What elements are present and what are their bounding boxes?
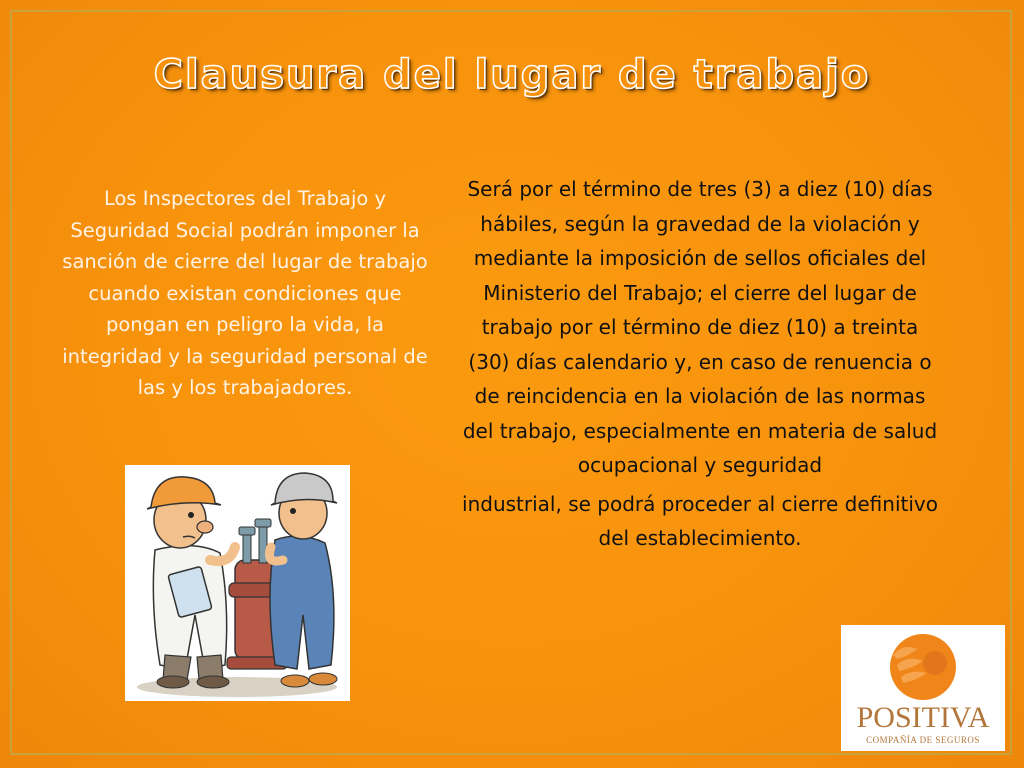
- workers-illustration: [125, 465, 350, 701]
- right-text-block: [460, 172, 940, 556]
- logo-wordmark: POSITIVA: [856, 701, 990, 734]
- positiva-logo: [841, 625, 1005, 751]
- slide-title: Clausura del lugar de trabajo: [153, 52, 871, 98]
- sun-logo-icon: [841, 625, 1005, 705]
- right-text-paragraph-2: industrial, se podrá proceder al cierre definitivo del establecimiento.: [462, 491, 938, 550]
- logo-subtitle: COMPAÑÍA DE SEGUROS: [866, 735, 980, 745]
- left-text-block: Los Inspectores del Trabajo y Seguridad Social podrán imponer la sanción de cierre del lugar de trabajo cuando existan condiciones que pongan en peligro la vida, la integridad y la seguridad personal de las y los trabajadores.: [62, 187, 428, 399]
- inspector-workers-icon: [125, 465, 350, 701]
- right-text-paragraph-1: Será por el término de tres (3) a diez (10) días hábiles, según la gravedad de la violación y mediante la imposición de sellos oficiales del Ministerio del Trabajo; el cierre del lugar de trabajo por el término de diez (10) a treinta (30) días calendario y, en caso de renuencia o de reincidencia en la violación de las normas del trabajo, especialmente en materia de salud ocupacional y seguridad: [462, 177, 938, 477]
